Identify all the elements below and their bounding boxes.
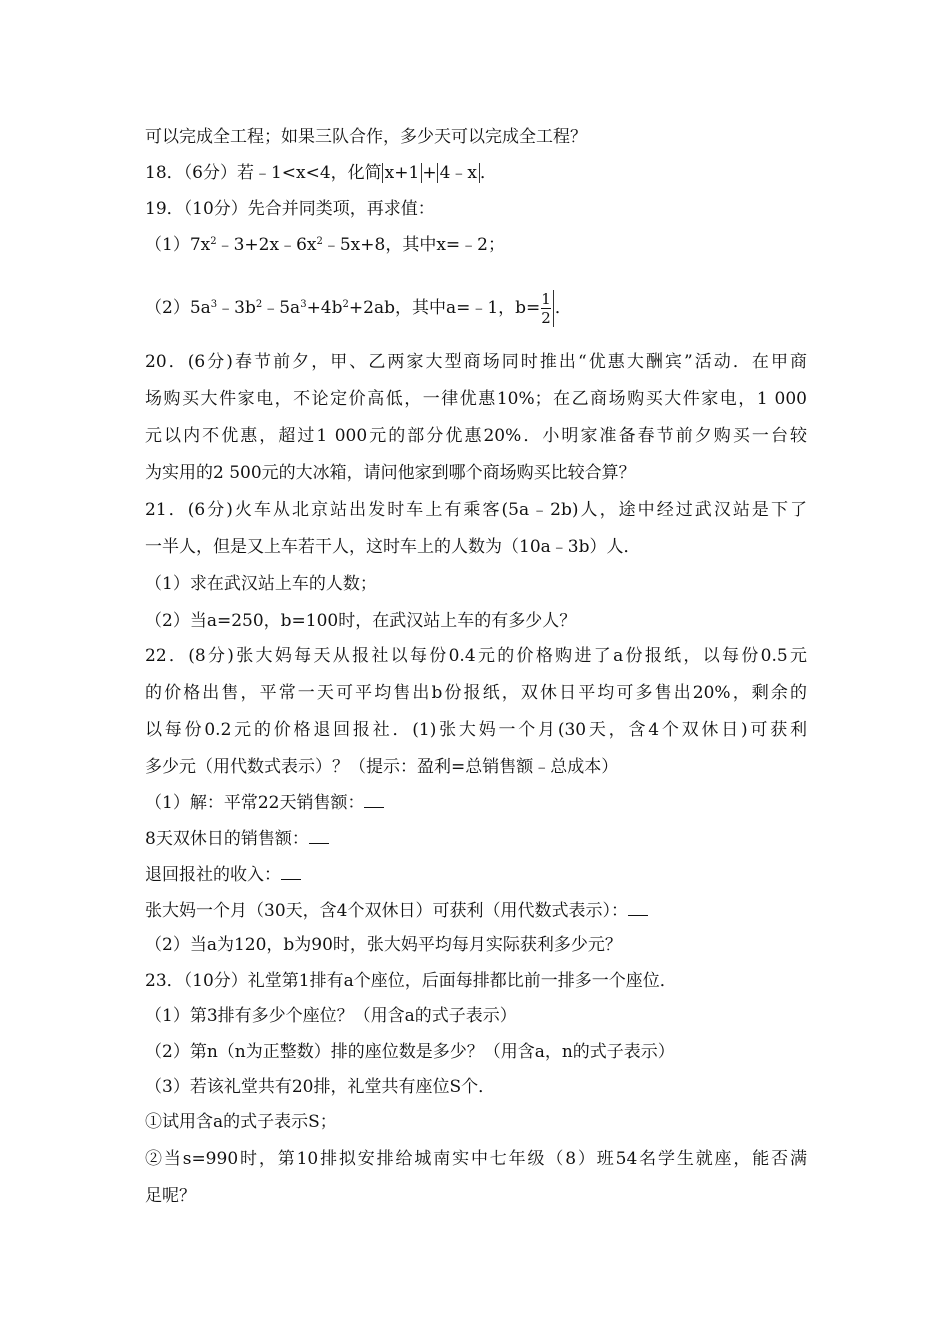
question-20-line: 元以内不优惠，超过1 000元的部分优惠20%．小明家准备春节前夕购买一台较 [145,426,807,446]
q22-step-1 [145,792,384,814]
question-18 [145,162,497,184]
q23-part-2: （2）第n（n为正整数）排的座位数是多少？（用含a，n的式子表示） [145,1042,675,1062]
fraction [541,290,554,327]
q19-part-1: $(1)7x^2﹣3+2x﹣6x^2﹣5x+8$，其中x=﹣2； [145,235,505,255]
question-21-line: 一半人，但是又上车若干人，这时车上的人数为（10a﹣3b）人． [145,537,641,557]
question-20-line: 场购买大件家电，不论定价高低，一律优惠10%；在乙商场购买大件家电，1 000 [145,389,807,409]
q22-step-2-text: 8天双休日的销售额： [145,829,309,849]
q23-part-3a: ①试用含a的式子表示S； [145,1112,337,1132]
q18-plus: + [422,163,437,183]
q22-part-2: （2）当a为120，b为90时，张大妈平均每月实际获利多少元？ [145,935,622,955]
q18-end: ． [479,163,497,183]
q18-abs-2: 4﹣x [437,163,480,183]
q22-step-2 [145,828,329,850]
q22-step-3 [145,864,301,886]
question-22-line: 的价格出售，平常一天可平均售出b份报纸，双休日平均可多售出20%，剩余的 [145,683,807,703]
question-20-line: 20．(6分)春节前夕，甲、乙两家大型商场同时推出“优惠大酬宾”活动．在甲商 [145,352,807,372]
q19-2-end: ． [554,298,572,318]
question-20-line: 为实用的2 500元的大冰箱，请问他家到哪个商场购买比较合算？ [145,463,636,483]
q21-part-2: （2）当a=250，b=100时，在武汉站上车的有多少人？ [145,611,577,631]
answer-blank [309,829,329,844]
q22-step-4-text: 张大妈一个月（30天，含4个双休日）可获利（用代数式表示）： [145,901,628,921]
q22-step-3-text: 退回报社的收入： [145,865,281,885]
answer-blank [628,901,648,916]
fraction-numerator: 1 [541,290,551,308]
answer-blank [364,793,384,808]
question-19: 19．（10分）先合并同类项，再求值： [145,199,435,219]
fraction-denominator: 2 [541,309,551,327]
q23-part-3: （3）若该礼堂共有20排，礼堂共有座位S个． [145,1077,496,1097]
q19-part-2: $(2)5a^3﹣3b^2﹣5a^3+4b^2+2ab$，其中a=﹣1，b= $\frac{1}{2}$ ． [145,290,572,327]
q23-part-1: （1）第3排有多少个座位？（用含a的式子表示） [145,1006,517,1026]
q22-step-4 [145,900,648,922]
q23-part-3b: ②当s=990时，第10排拟安排给城南实中七年级（8）班54名学生就座，能否满 [145,1149,807,1169]
question-22-line: 多少元（用代数式表示）？（提示：盈利=总销售额﹣总成本） [145,757,619,777]
text-line: 可以完成全工程；如果三队合作，多少天可以完成全工程？ [145,127,587,147]
q23-part-3b-cont: 足呢？ [145,1186,196,1206]
q22-step-1-text: （1）解：平常22天销售额： [145,793,365,813]
question-23: 23．（10分）礼堂第1排有a个座位，后面每排都比前一排多一个座位． [145,971,677,991]
q18-abs-1: x+1 [382,163,423,183]
q21-part-1: （1）求在武汉站上车的人数； [145,574,377,594]
question-22-line: 22．(8分)张大妈每天从报社以每份0.4元的价格购进了a份报纸，以每份0.5元 [145,646,807,666]
q18-text: 18．（6分）若﹣1<x<4，化简 [145,163,382,183]
question-21-line: 21．(6分)火车从北京站出发时车上有乘客(5a﹣2b)人，途中经过武汉站是下了 [145,500,807,520]
question-22-line: 以每份0.2元的价格退回报社．(1)张大妈一个月(30天，含4个双休日)可获利 [145,720,807,740]
answer-blank [281,865,301,880]
